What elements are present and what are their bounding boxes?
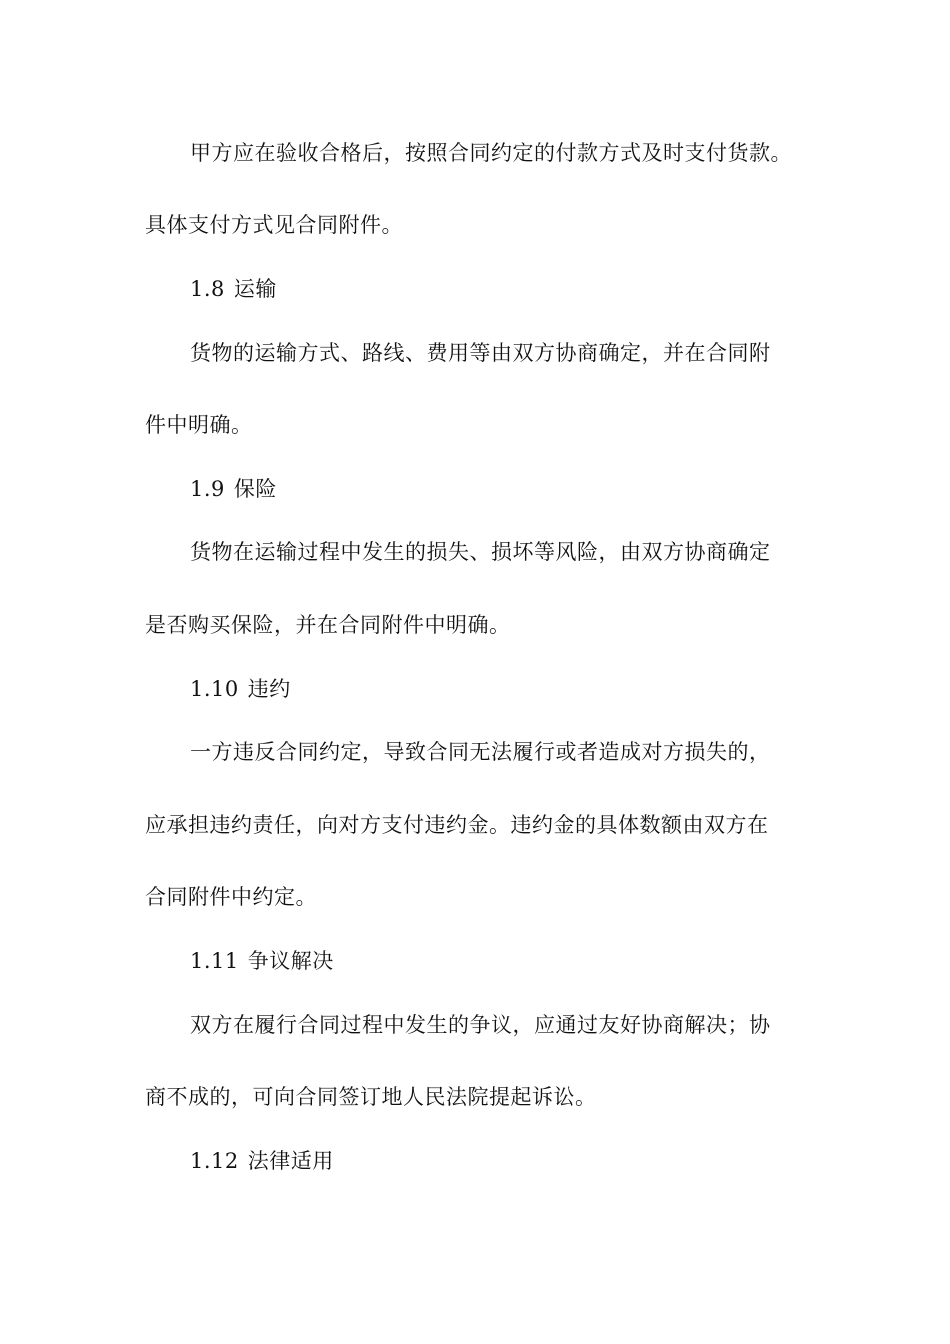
section-number: 1.8 bbox=[190, 277, 225, 301]
section-heading-1-10 bbox=[190, 675, 291, 703]
section-number: 1.12 bbox=[190, 1149, 239, 1173]
paragraph-line: 商不成的，可向合同签订地人民法院提起诉讼。 bbox=[145, 1085, 597, 1109]
section-title: 保险 bbox=[233, 477, 277, 501]
paragraph-line: 货物的运输方式、路线、费用等由双方协商确定，并在合同附 bbox=[190, 341, 771, 365]
section-title: 法律适用 bbox=[247, 1149, 334, 1173]
section-number: 1.10 bbox=[190, 677, 239, 701]
paragraph-line: 货物在运输过程中发生的损失、损坏等风险，由双方协商确定 bbox=[190, 540, 771, 564]
paragraph-line: 一方违反合同约定，导致合同无法履行或者造成对方损失的， bbox=[190, 740, 771, 764]
section-heading-1-12 bbox=[190, 1147, 334, 1175]
section-number: 1.9 bbox=[190, 477, 225, 501]
paragraph-line: 具体支付方式见合同附件。 bbox=[145, 213, 403, 237]
section-title: 违约 bbox=[247, 677, 291, 701]
section-title: 争议解决 bbox=[247, 949, 334, 973]
paragraph-line: 合同附件中约定。 bbox=[145, 885, 317, 909]
section-number: 1.11 bbox=[190, 949, 239, 973]
section-title: 运输 bbox=[233, 277, 277, 301]
section-heading-1-8 bbox=[190, 275, 277, 303]
paragraph-line: 甲方应在验收合格后，按照合同约定的付款方式及时支付货款。 bbox=[190, 141, 792, 165]
paragraph-line: 应承担违约责任，向对方支付违约金。违约金的具体数额由双方在 bbox=[145, 813, 769, 837]
section-heading-1-11 bbox=[190, 947, 334, 975]
paragraph-line: 是否购买保险，并在合同附件中明确。 bbox=[145, 613, 511, 637]
paragraph-line: 双方在履行合同过程中发生的争议，应通过友好协商解决；协 bbox=[190, 1013, 771, 1037]
section-heading-1-9 bbox=[190, 475, 277, 503]
paragraph-line: 件中明确。 bbox=[145, 413, 253, 437]
